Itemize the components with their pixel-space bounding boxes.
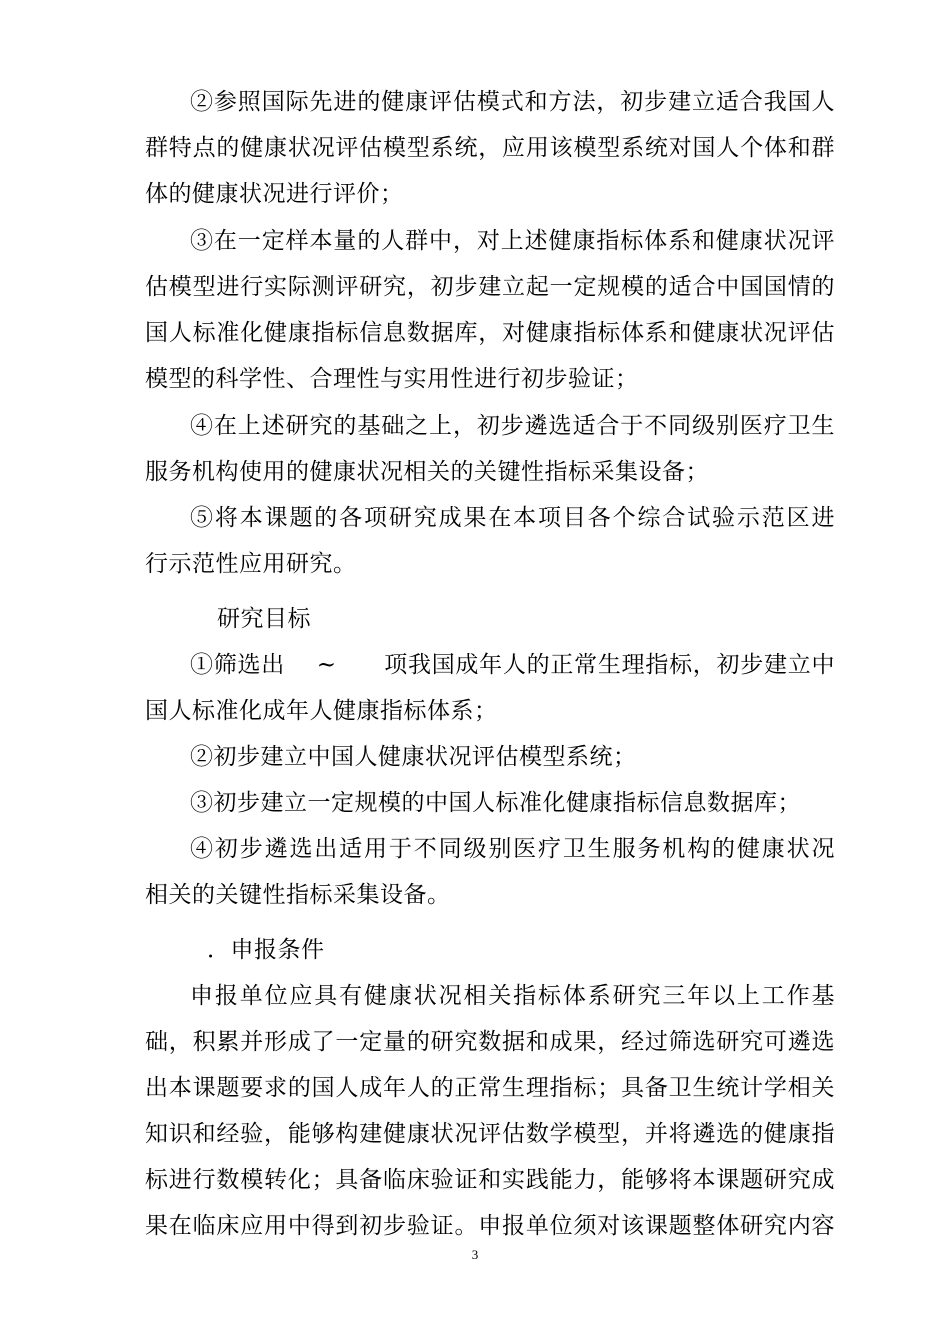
section-heading-conditions: ．申报条件 xyxy=(207,937,325,963)
page-number: 3 xyxy=(471,1247,479,1262)
goal-line: 相关的关键性指标采集设备。 xyxy=(145,882,451,908)
paragraph-line: 行示范性应用研究。 xyxy=(145,551,357,577)
goal-line: ③初步建立一定规模的中国人标准化健康指标信息数据库； xyxy=(190,790,801,816)
conditions-line: 出本课题要求的国人成年人的正常生理指标；具备卫生统计学相关 xyxy=(145,1075,835,1101)
paragraph-line: 服务机构使用的健康状况相关的关键性指标采集设备； xyxy=(145,459,709,485)
section-heading-goals: 研究目标 xyxy=(217,606,311,632)
conditions-line: 申报单位应具有健康状况相关指标体系研究三年以上工作基 xyxy=(190,983,835,1009)
paragraph-line: ③在一定样本量的人群中，对上述健康指标体系和健康状况评 xyxy=(190,228,835,254)
goal-line: 国人标准化成年人健康指标体系； xyxy=(145,698,498,724)
conditions-line: 标进行数模转化；具备临床验证和实践能力，能够将本课题研究成 xyxy=(145,1167,835,1193)
paragraph-line: 群特点的健康状况评估模型系统，应用该模型系统对国人个体和群 xyxy=(145,135,835,161)
paragraph-line: 模型的科学性、合理性与实用性进行初步验证； xyxy=(145,366,639,392)
paragraph-line: ②参照国际先进的健康评估模式和方法，初步建立适合我国人 xyxy=(190,89,835,115)
goal-line: ④初步遴选出适用于不同级别医疗卫生服务机构的健康状况 xyxy=(190,836,835,862)
goal-line: ②初步建立中国人健康状况评估模型系统； xyxy=(190,744,637,770)
paragraph-line: ⑤将本课题的各项研究成果在本项目各个综合试验示范区进 xyxy=(190,505,835,531)
conditions-line: 果在临床应用中得到初步验证。申报单位须对该课题整体研究内容 xyxy=(145,1213,835,1239)
paragraph-line: 国人标准化健康指标信息数据库，对健康指标体系和健康状况评估 xyxy=(145,320,835,346)
conditions-line: 知识和经验，能够构建健康状况评估数学模型，并将遴选的健康指 xyxy=(145,1121,835,1147)
paragraph-line: 体的健康状况进行评价； xyxy=(145,181,404,207)
paragraph-line: 估模型进行实际测评研究，初步建立起一定规模的适合中国国情的 xyxy=(145,274,835,300)
paragraph-line: ④在上述研究的基础之上，初步遴选适合于不同级别医疗卫生 xyxy=(190,413,835,439)
goal-line: ①筛选出 ~ 项我国成年人的正常生理指标，初步建立中 xyxy=(190,652,835,678)
conditions-line: 础，积累并形成了一定量的研究数据和成果，经过筛选研究可遴选 xyxy=(145,1029,835,1055)
